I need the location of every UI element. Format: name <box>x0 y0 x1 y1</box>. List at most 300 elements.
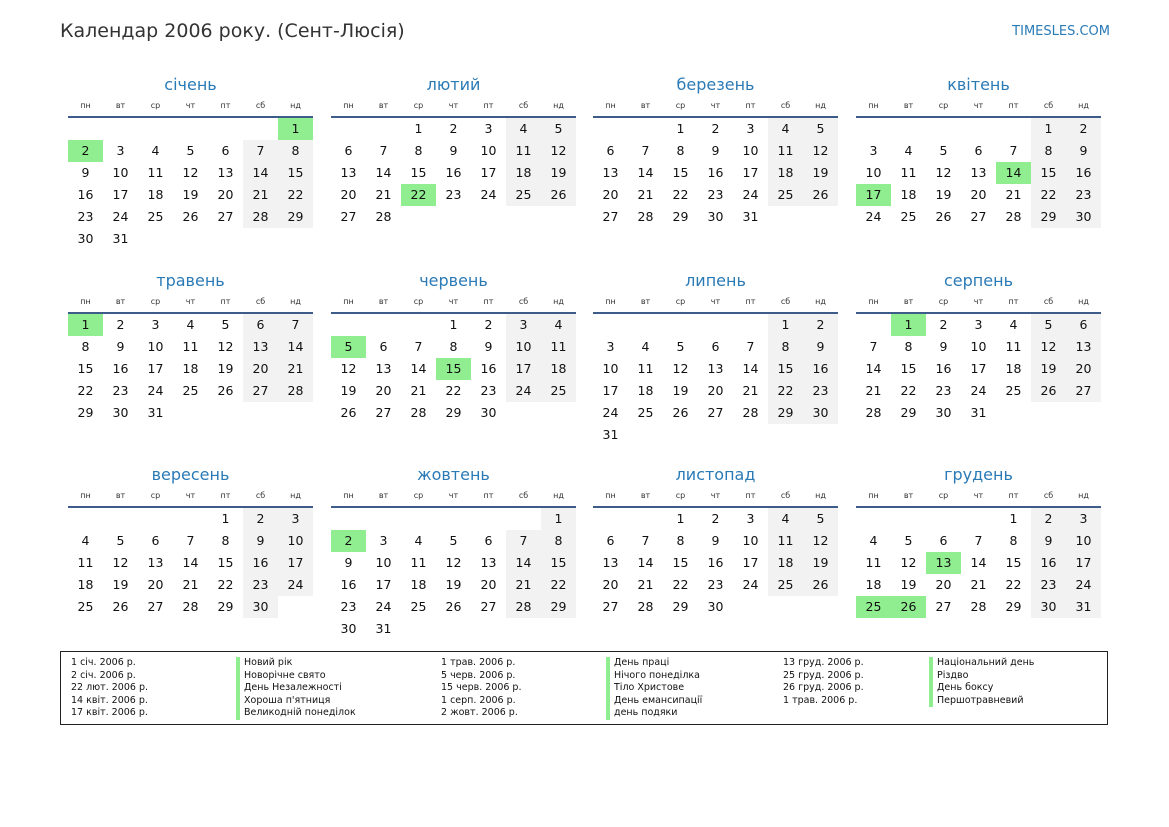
day-cell: 30 <box>707 599 724 614</box>
empty-day-cell <box>208 402 243 424</box>
legend-holiday-name: Тіло Христове <box>606 682 702 695</box>
empty-day-cell <box>768 206 803 228</box>
day-cell: 29 <box>217 599 234 614</box>
day-cell: 26 <box>1031 380 1066 402</box>
day-cell: 11 <box>410 555 427 570</box>
day-cell: 21 <box>278 358 313 380</box>
weekday-label: вт <box>115 491 126 500</box>
day-cell: 10 <box>602 361 619 376</box>
month-name: березень <box>676 75 755 94</box>
day-cell: 3 <box>151 317 160 332</box>
day-cell: 7 <box>506 530 541 552</box>
day-cell: 28 <box>410 405 427 420</box>
empty-day-cell <box>68 118 103 140</box>
day-cell: 20 <box>375 383 392 398</box>
day-cell: 31 <box>602 427 619 442</box>
weekday-label: сб <box>255 297 266 306</box>
month-name: грудень <box>944 465 1013 484</box>
weekday-header <box>593 98 838 114</box>
day-cell: 8 <box>676 143 685 158</box>
day-cell: 23 <box>480 383 497 398</box>
weekday-label: пн <box>868 491 879 500</box>
day-cell: 25 <box>768 184 803 206</box>
day-cell: 13 <box>602 555 619 570</box>
week-row <box>68 574 313 596</box>
day-cell: 16 <box>340 577 357 592</box>
day-cell: 22 <box>672 577 689 592</box>
week-row <box>593 162 838 184</box>
day-cell: 11 <box>506 140 541 162</box>
empty-day-cell <box>138 228 173 250</box>
month-name: лютий <box>426 75 481 94</box>
legend-holiday-name: Новорічне свято <box>236 670 356 683</box>
month-block <box>331 270 576 424</box>
day-cell: 27 <box>707 405 724 420</box>
day-cell: 17 <box>602 383 619 398</box>
day-cell: 20 <box>147 577 164 592</box>
day-cell: 13 <box>147 555 164 570</box>
day-cell: 12 <box>541 140 576 162</box>
day-cell: 28 <box>742 405 759 420</box>
day-cell: 2 <box>116 317 125 332</box>
day-cell: 12 <box>672 361 689 376</box>
empty-day-cell <box>926 118 961 140</box>
day-cell: 21 <box>410 383 427 398</box>
weekday-label: сб <box>780 297 791 306</box>
empty-day-cell <box>541 402 576 424</box>
day-cell: 19 <box>1031 358 1066 380</box>
day-cell: 24 <box>147 383 164 398</box>
day-cell: 29 <box>278 206 313 228</box>
month-block <box>68 270 313 424</box>
weekday-header <box>68 488 313 504</box>
week-row <box>593 206 838 228</box>
day-cell: 11 <box>900 165 917 180</box>
legend-date: 17 квіт. 2006 р. <box>71 707 148 719</box>
empty-day-cell <box>471 618 506 640</box>
day-cell: 3 <box>746 121 755 136</box>
legend-date: 1 трав. 2006 р. <box>783 694 858 706</box>
day-cell: 24 <box>742 187 759 202</box>
empty-day-cell <box>768 424 803 446</box>
day-cell: 29 <box>541 596 576 618</box>
weekday-label: вт <box>378 101 389 110</box>
day-cell: 6 <box>243 314 278 336</box>
day-cell: 20 <box>935 577 952 592</box>
day-cell: 12 <box>445 555 462 570</box>
weekday-label: нд <box>815 491 826 500</box>
weekday-label: пн <box>80 101 91 110</box>
empty-day-cell <box>593 118 628 140</box>
weekday-label: ср <box>675 297 686 306</box>
weekday-label: ср <box>938 491 949 500</box>
day-cell: 18 <box>1005 361 1022 376</box>
empty-day-cell <box>961 508 996 530</box>
weekday-header <box>856 294 1101 310</box>
empty-day-cell <box>733 314 768 336</box>
empty-day-cell <box>401 206 436 228</box>
empty-day-cell <box>243 402 278 424</box>
day-cell: 28 <box>1005 209 1022 224</box>
week-row <box>68 552 313 574</box>
holiday-day-cell: 5 <box>331 336 366 358</box>
day-cell: 29 <box>445 405 462 420</box>
empty-day-cell <box>698 424 733 446</box>
day-cell: 22 <box>768 380 803 402</box>
day-cell: 19 <box>935 187 952 202</box>
day-cell: 3 <box>484 121 493 136</box>
weekday-label: пн <box>343 101 354 110</box>
day-cell: 1 <box>449 317 458 332</box>
day-cell: 3 <box>379 533 388 548</box>
legend-holiday-name: Новий рік <box>236 657 356 670</box>
day-cell: 26 <box>112 599 129 614</box>
weekday-header <box>593 488 838 504</box>
day-cell: 30 <box>112 405 129 420</box>
day-cell: 6 <box>221 143 230 158</box>
day-cell: 11 <box>147 165 164 180</box>
day-cell: 23 <box>445 187 462 202</box>
day-cell: 6 <box>939 533 948 548</box>
day-cell: 30 <box>1066 206 1101 228</box>
empty-day-cell <box>1066 402 1101 424</box>
day-cell: 20 <box>602 577 619 592</box>
weekday-label: сб <box>518 101 529 110</box>
day-cell: 24 <box>375 599 392 614</box>
weekday-label: вт <box>640 101 651 110</box>
day-cell: 24 <box>506 380 541 402</box>
day-cell: 20 <box>970 187 987 202</box>
weekday-label: пт <box>1008 297 1019 306</box>
day-cell: 26 <box>803 184 838 206</box>
week-row <box>68 228 313 250</box>
legend-date: 1 трав. 2006 р. <box>441 657 516 668</box>
day-cell: 25 <box>541 380 576 402</box>
day-cell: 20 <box>243 358 278 380</box>
weekday-label: нд <box>553 101 564 110</box>
day-cell: 15 <box>672 165 689 180</box>
day-cell: 6 <box>484 533 493 548</box>
day-cell: 19 <box>445 577 462 592</box>
weekday-label: вт <box>115 297 126 306</box>
week-row <box>856 574 1101 596</box>
day-cell: 14 <box>865 361 882 376</box>
day-cell: 2 <box>484 317 493 332</box>
day-cell: 17 <box>506 358 541 380</box>
day-cell: 1 <box>541 508 576 530</box>
day-cell: 9 <box>1066 140 1101 162</box>
holiday-day-cell: 1 <box>278 118 313 140</box>
weekday-label: вт <box>378 297 389 306</box>
day-cell: 4 <box>414 533 423 548</box>
weekday-label: чт <box>973 297 984 306</box>
day-cell: 21 <box>506 574 541 596</box>
day-cell: 18 <box>182 361 199 376</box>
holiday-legend <box>60 651 1108 725</box>
day-cell: 31 <box>147 405 164 420</box>
weekday-label: вт <box>640 297 651 306</box>
day-cell: 13 <box>217 165 234 180</box>
day-cell: 12 <box>217 339 234 354</box>
day-cell: 8 <box>221 533 230 548</box>
day-cell: 28 <box>375 209 392 224</box>
weekday-label: пт <box>745 101 756 110</box>
empty-day-cell <box>628 118 663 140</box>
day-cell: 2 <box>803 314 838 336</box>
week-row <box>593 380 838 402</box>
day-cell: 18 <box>147 187 164 202</box>
month-block <box>593 464 838 618</box>
site-link[interactable]: TIMESLES.COM <box>1012 24 1110 39</box>
week-row <box>331 162 576 184</box>
weekday-label: нд <box>815 101 826 110</box>
week-row <box>68 596 313 618</box>
day-cell: 23 <box>1066 184 1101 206</box>
empty-day-cell <box>593 314 628 336</box>
day-cell: 25 <box>1005 383 1022 398</box>
legend-date: 5 черв. 2006 р. <box>441 669 516 681</box>
day-cell: 24 <box>970 383 987 398</box>
holiday-day-cell: 26 <box>891 596 926 618</box>
weekday-label: чт <box>185 297 196 306</box>
week-row <box>331 140 576 162</box>
legend-date: 2 жовт. 2006 р. <box>441 707 518 719</box>
week-row <box>331 380 576 402</box>
week-row <box>331 358 576 380</box>
legend-date: 13 груд. 2006 р. <box>783 657 864 668</box>
empty-day-cell <box>803 206 838 228</box>
legend-holiday-name: Національний день <box>929 657 1034 670</box>
day-cell: 8 <box>449 339 458 354</box>
day-cell: 29 <box>672 599 689 614</box>
day-cell: 23 <box>803 380 838 402</box>
day-cell: 9 <box>939 339 948 354</box>
day-cell: 15 <box>77 361 94 376</box>
day-cell: 23 <box>77 209 94 224</box>
day-cell: 1 <box>1009 511 1018 526</box>
weekday-label: сб <box>1043 491 1054 500</box>
weekday-header <box>856 488 1101 504</box>
week-row <box>68 162 313 184</box>
day-cell: 18 <box>410 577 427 592</box>
weekday-label: вт <box>903 297 914 306</box>
week-row <box>331 596 576 618</box>
day-cell: 18 <box>541 358 576 380</box>
day-cell: 6 <box>379 339 388 354</box>
day-cell: 30 <box>340 621 357 636</box>
day-cell: 5 <box>221 317 230 332</box>
legend-date: 1 серп. 2006 р. <box>441 694 516 706</box>
day-cell: 21 <box>637 187 654 202</box>
day-cell: 31 <box>1066 596 1101 618</box>
empty-day-cell <box>803 596 838 618</box>
day-cell: 2 <box>939 317 948 332</box>
day-cell: 11 <box>541 336 576 358</box>
day-cell: 29 <box>768 402 803 424</box>
empty-day-cell <box>628 508 663 530</box>
day-cell: 14 <box>243 162 278 184</box>
day-cell: 4 <box>151 143 160 158</box>
day-cell: 24 <box>1066 574 1101 596</box>
day-cell: 24 <box>278 574 313 596</box>
weekday-label: пт <box>483 297 494 306</box>
day-cell: 5 <box>904 533 913 548</box>
day-cell: 21 <box>1005 187 1022 202</box>
day-cell: 2 <box>1066 118 1101 140</box>
weekday-label: пн <box>605 101 616 110</box>
day-cell: 10 <box>480 143 497 158</box>
day-cell: 22 <box>541 574 576 596</box>
day-cell: 30 <box>243 596 278 618</box>
weekday-label: ср <box>675 491 686 500</box>
day-cell: 5 <box>803 508 838 530</box>
day-cell: 14 <box>742 361 759 376</box>
week-row <box>593 336 838 358</box>
day-cell: 11 <box>637 361 654 376</box>
day-cell: 23 <box>707 187 724 202</box>
day-cell: 27 <box>243 380 278 402</box>
day-cell: 8 <box>81 339 90 354</box>
day-cell: 3 <box>1066 508 1101 530</box>
day-cell: 9 <box>803 336 838 358</box>
weekday-label: вт <box>903 491 914 500</box>
empty-day-cell <box>856 118 891 140</box>
day-cell: 14 <box>278 336 313 358</box>
week-row <box>856 140 1101 162</box>
day-cell: 5 <box>803 118 838 140</box>
day-cell: 30 <box>803 402 838 424</box>
weekday-label: нд <box>290 101 301 110</box>
weekday-label: пт <box>220 491 231 500</box>
day-cell: 24 <box>865 209 882 224</box>
week-row <box>331 118 576 140</box>
week-row <box>856 530 1101 552</box>
weekday-label: ср <box>150 491 161 500</box>
week-row <box>856 508 1101 530</box>
weekday-label: пн <box>80 297 91 306</box>
day-cell: 15 <box>278 162 313 184</box>
day-cell: 31 <box>375 621 392 636</box>
day-cell: 6 <box>974 143 983 158</box>
day-cell: 23 <box>707 577 724 592</box>
day-cell: 14 <box>182 555 199 570</box>
holiday-day-cell: 15 <box>436 358 471 380</box>
day-cell: 5 <box>186 143 195 158</box>
day-cell: 2 <box>449 121 458 136</box>
day-cell: 4 <box>768 118 803 140</box>
day-cell: 5 <box>676 339 685 354</box>
day-cell: 31 <box>112 231 129 246</box>
day-cell: 27 <box>217 209 234 224</box>
weekday-label: чт <box>185 491 196 500</box>
weekday-label: вт <box>115 101 126 110</box>
legend-holiday-name: день подяки <box>606 707 702 720</box>
empty-day-cell <box>733 596 768 618</box>
weekday-label: пт <box>220 297 231 306</box>
day-cell: 1 <box>676 121 685 136</box>
empty-day-cell <box>541 206 576 228</box>
day-cell: 21 <box>637 577 654 592</box>
month-name: вересень <box>151 465 230 484</box>
day-cell: 21 <box>182 577 199 592</box>
day-cell: 7 <box>641 533 650 548</box>
day-cell: 4 <box>81 533 90 548</box>
day-cell: 25 <box>77 599 94 614</box>
empty-day-cell <box>628 314 663 336</box>
day-cell: 3 <box>506 314 541 336</box>
day-cell: 4 <box>1009 317 1018 332</box>
holiday-day-cell: 17 <box>856 184 891 206</box>
weekday-label: чт <box>973 101 984 110</box>
day-cell: 9 <box>116 339 125 354</box>
empty-day-cell <box>593 508 628 530</box>
weekday-header <box>331 488 576 504</box>
day-cell: 17 <box>970 361 987 376</box>
day-cell: 22 <box>445 383 462 398</box>
weekday-label: пн <box>605 297 616 306</box>
day-cell: 8 <box>541 530 576 552</box>
day-cell: 7 <box>278 314 313 336</box>
day-cell: 27 <box>340 209 357 224</box>
day-cell: 13 <box>707 361 724 376</box>
day-cell: 26 <box>672 405 689 420</box>
day-cell: 13 <box>970 165 987 180</box>
day-cell: 2 <box>711 121 720 136</box>
day-cell: 25 <box>182 383 199 398</box>
day-cell: 2 <box>1031 508 1066 530</box>
legend-date: 25 груд. 2006 р. <box>783 669 864 681</box>
week-row <box>68 140 313 162</box>
empty-day-cell <box>366 508 401 530</box>
day-cell: 6 <box>606 143 615 158</box>
empty-day-cell <box>208 228 243 250</box>
weekday-label: чт <box>973 491 984 500</box>
empty-day-cell <box>243 118 278 140</box>
weekday-label: нд <box>1078 491 1089 500</box>
empty-day-cell <box>401 508 436 530</box>
day-cell: 19 <box>217 361 234 376</box>
empty-day-cell <box>768 596 803 618</box>
day-cell: 21 <box>970 577 987 592</box>
day-cell: 13 <box>340 165 357 180</box>
weekday-label: ср <box>413 297 424 306</box>
legend-holiday-name: Нічого понеділка <box>606 670 702 683</box>
empty-day-cell <box>698 314 733 336</box>
day-cell: 19 <box>340 383 357 398</box>
legend-dates-column <box>441 657 521 720</box>
day-cell: 16 <box>803 358 838 380</box>
empty-day-cell <box>541 618 576 640</box>
empty-day-cell <box>278 402 313 424</box>
empty-day-cell <box>331 118 366 140</box>
day-cell: 16 <box>445 165 462 180</box>
day-cell: 18 <box>900 187 917 202</box>
day-cell: 28 <box>637 209 654 224</box>
empty-day-cell <box>663 424 698 446</box>
day-cell: 13 <box>1066 336 1101 358</box>
weekday-label: сб <box>1043 297 1054 306</box>
empty-day-cell <box>471 508 506 530</box>
week-row <box>68 508 313 530</box>
week-row <box>331 574 576 596</box>
legend-holiday-name: День Незалежності <box>236 682 356 695</box>
day-cell: 9 <box>484 339 493 354</box>
day-cell: 10 <box>112 165 129 180</box>
week-row <box>331 530 576 552</box>
empty-day-cell <box>138 508 173 530</box>
legend-holiday-name: Першотравневий <box>929 695 1034 708</box>
weekday-label: пт <box>1008 101 1019 110</box>
